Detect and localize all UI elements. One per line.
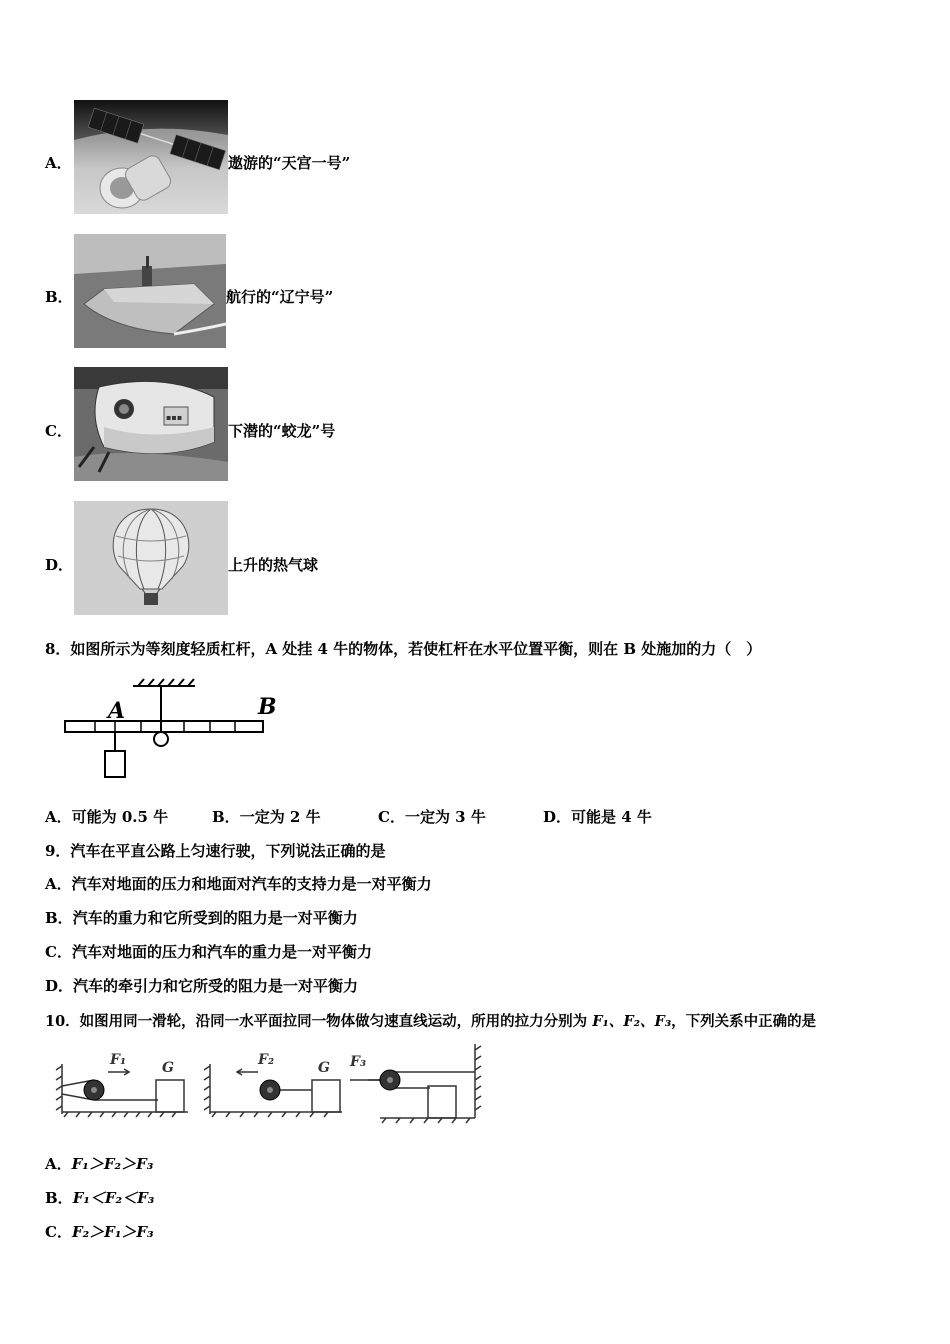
q10-option-b[interactable] — [45, 1187, 154, 1208]
lever-figure — [60, 678, 290, 782]
q8-option-a[interactable] — [45, 806, 168, 827]
q8-option-c[interactable] — [378, 806, 486, 827]
option-letter: B． — [45, 288, 73, 306]
pulley-label-f2: F₂ — [258, 1052, 275, 1068]
option-text: F₁＜F₂＜F₃ — [72, 1189, 155, 1207]
option-letter: D． — [45, 556, 74, 574]
q8-option-b[interactable] — [212, 806, 321, 827]
liaoning-carrier-photo — [74, 234, 226, 348]
option-text: 汽车的重力和它所受到的阻力是一对平衡力 — [72, 909, 358, 927]
option-letter: C． — [45, 1223, 72, 1241]
option-text: F₂＞F₁＞F₃ — [71, 1223, 154, 1241]
lever-label-b: B — [258, 694, 277, 720]
q10-stem-suffix: ，下列关系中正确的是 — [671, 1013, 817, 1030]
option-text: 下潜的“蛟龙”号 — [228, 422, 336, 440]
q8-option-d[interactable] — [543, 806, 652, 827]
option-letter: D． — [45, 977, 74, 995]
option-text: 遨游的“天宫一号” — [228, 154, 351, 172]
option-letter: A． — [45, 875, 72, 893]
option-text: 汽车对地面的压力和地面对汽车的支持力是一对平衡力 — [71, 875, 432, 893]
option-text: 一定为 3 牛 — [404, 808, 486, 826]
q10-stem — [45, 1010, 816, 1031]
option-letter: D． — [543, 808, 572, 826]
q9-option-d[interactable] — [45, 975, 358, 996]
option-letter: C． — [45, 943, 72, 961]
lever-label-a: A — [108, 698, 126, 724]
q8-stem: 8．如图所示为等刻度轻质杠杆，A 处挂 4 牛的物体，若使杠杆在水平位置平衡，则在 B 处施加的力（ ） — [45, 640, 762, 658]
q10-stem-prefix: 10．如图用同一滑轮，沿同一水平面拉同一物体做匀速直线运动，所用的拉力分别为 — [45, 1013, 593, 1030]
svg-text:▪▪▪: ▪▪▪ — [166, 413, 183, 422]
q9-option-a[interactable] — [45, 873, 432, 894]
q10-option-c[interactable] — [45, 1221, 154, 1242]
tiangong-satellite-photo — [74, 100, 228, 214]
hot-air-balloon-photo — [74, 501, 228, 615]
pulley-label-g2: G — [318, 1060, 330, 1076]
option-letter: A． — [45, 1155, 72, 1173]
option-text: 可能为 0.5 牛 — [71, 808, 169, 826]
q10-stem-vars: F₁、F₂、F₃ — [592, 1013, 672, 1030]
pulley-label-f1: F₁ — [110, 1052, 127, 1068]
pulley-label-g1: G — [162, 1060, 174, 1076]
pulley-figure — [50, 1042, 498, 1128]
option-text: 可能是 4 牛 — [571, 808, 652, 826]
option-letter: B． — [45, 1189, 73, 1207]
jiaolong-submersible-photo — [74, 367, 228, 481]
option-text: F₁＞F₂＞F₃ — [71, 1155, 154, 1173]
option-letter: A． — [45, 154, 72, 172]
q9-option-b[interactable] — [45, 907, 358, 928]
option-letter: B． — [45, 909, 73, 927]
option-text: 上升的热气球 — [228, 556, 319, 574]
pulley-label-f3: F₃ — [350, 1054, 367, 1070]
option-text: 航行的“辽宁号” — [226, 288, 334, 306]
option-letter: C． — [45, 422, 72, 440]
q10-option-a[interactable] — [45, 1153, 153, 1174]
q9-stem: 9．汽车在平直公路上匀速行驶，下列说法正确的是 — [45, 842, 386, 860]
option-text: 汽车对地面的压力和汽车的重力是一对平衡力 — [71, 943, 372, 961]
option-text: 一定为 2 牛 — [239, 808, 321, 826]
option-letter: A． — [45, 808, 72, 826]
option-text: 汽车的牵引力和它所受的阻力是一对平衡力 — [73, 977, 359, 995]
q9-option-c[interactable] — [45, 941, 372, 962]
option-letter: C． — [378, 808, 405, 826]
option-letter: B． — [212, 808, 240, 826]
